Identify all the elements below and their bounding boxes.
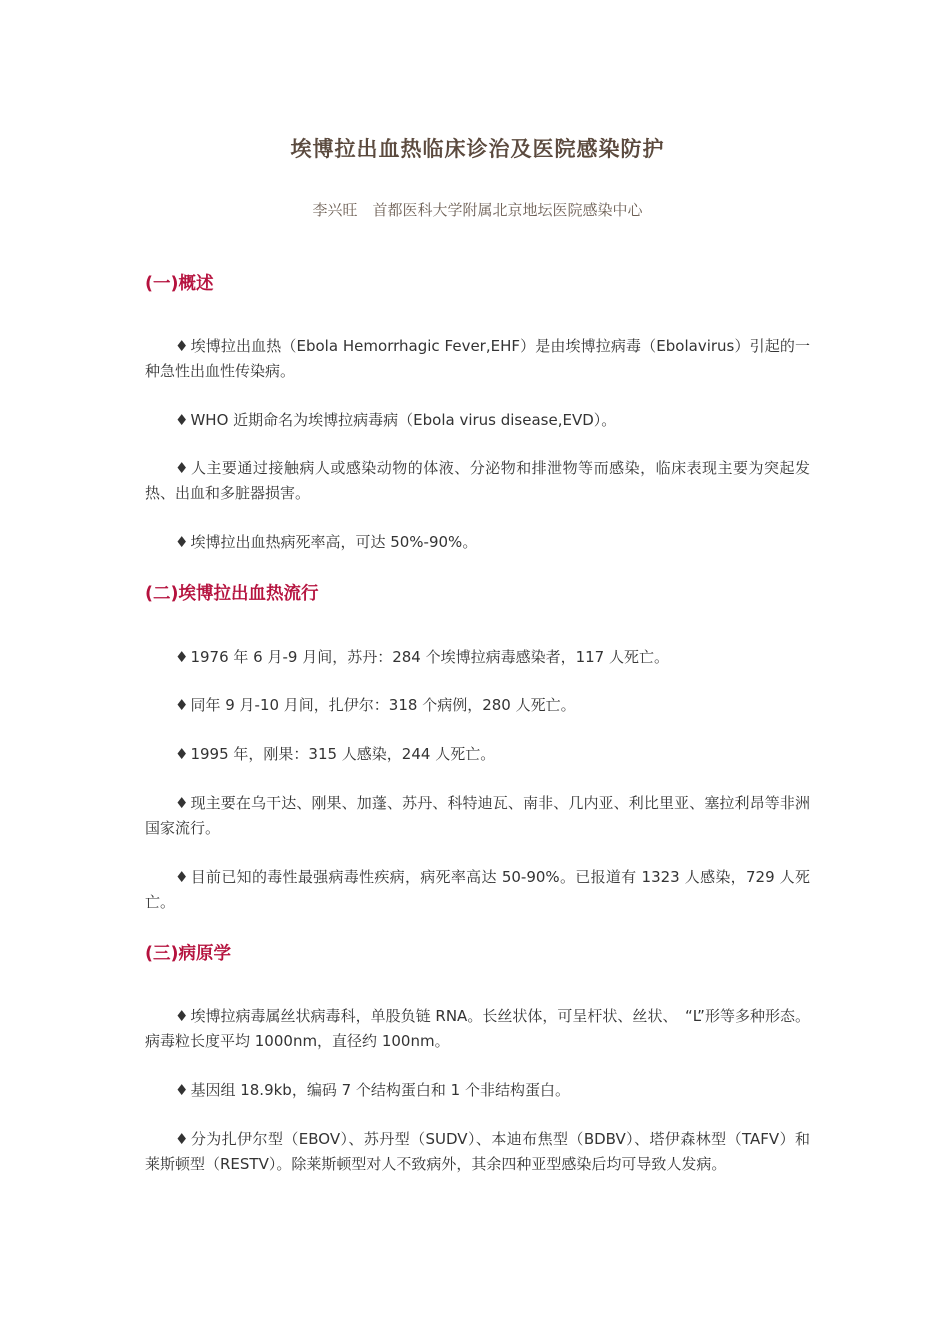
- paragraph: [145, 742, 810, 767]
- bullet-diamond-icon: ♦: [175, 533, 189, 551]
- section-heading-epidemic: (二)埃博拉出血热流行: [145, 584, 319, 604]
- paragraph: [145, 693, 810, 718]
- paragraph: [145, 408, 810, 433]
- paragraph-text: 埃博拉病毒属丝状病毒科，单股负链 RNA。长丝状体，可呈杆状、丝状、 “L”形等多种形态。病毒粒长度平均 1000nm，直径约 100nm。: [145, 1007, 810, 1050]
- section-heading-overview: (一)概述: [145, 274, 214, 294]
- bullet-diamond-icon: ♦: [175, 745, 189, 763]
- paragraph: [145, 645, 810, 670]
- bullet-diamond-icon: ♦: [175, 868, 189, 886]
- bullet-diamond-icon: ♦: [175, 1130, 189, 1148]
- paragraph-text: 现主要在乌干达、刚果、加蓬、苏丹、科特迪瓦、南非、几内亚、利比里亚、塞拉利昂等非洲国家流行。: [145, 794, 810, 837]
- paragraph-text: 人主要通过接触病人或感染动物的体液、分泌物和排泄物等而感染，临床表现主要为突起发热、出血和多脏器损害。: [145, 459, 810, 502]
- paragraph-text: 目前已知的毒性最强病毒性疾病，病死率高达 50-90%。已报道有 1323 人感染，729 人死亡。: [145, 868, 810, 911]
- paragraph-text: 埃博拉出血热（Ebola Hemorrhagic Fever,EHF）是由埃博拉病毒（Ebolavirus）引起的一种急性出血性传染病。: [145, 337, 810, 380]
- paragraph-text: 1995 年，刚果：315 人感染，244 人死亡。: [190, 745, 496, 763]
- paragraph-text: 基因组 18.9kb，编码 7 个结构蛋白和 1 个非结构蛋白。: [190, 1081, 570, 1099]
- paragraph: [145, 530, 810, 555]
- author-line: 李兴旺 首都医科大学附属北京地坛医院感染中心: [312, 201, 643, 219]
- bullet-diamond-icon: ♦: [175, 459, 189, 477]
- bullet-diamond-icon: ♦: [175, 794, 189, 812]
- paragraph: [145, 1004, 810, 1054]
- paragraph: [145, 1078, 810, 1103]
- paragraph-text: 同年 9 月-10 月间，扎伊尔：318 个病例，280 人死亡。: [190, 696, 576, 714]
- paragraph-text: 分为扎伊尔型（EBOV）、苏丹型（SUDV）、本迪布焦型（BDBV）、塔伊森林型（TAFV）和莱斯顿型（RESTV）。除莱斯顿型对人不致病外，其余四种亚型感染后均可导致人发病。: [145, 1130, 810, 1173]
- bullet-diamond-icon: ♦: [175, 648, 189, 666]
- bullet-diamond-icon: ♦: [175, 696, 189, 714]
- paragraph: [145, 865, 810, 915]
- document-title: 埃博拉出血热临床诊治及医院感染防护: [290, 137, 665, 161]
- paragraph: [145, 791, 810, 841]
- paragraph: [145, 456, 810, 506]
- bullet-diamond-icon: ♦: [175, 1081, 189, 1099]
- paragraph-text: 1976 年 6 月-9 月间，苏丹：284 个埃博拉病毒感染者，117 人死亡。: [190, 648, 669, 666]
- paragraph: [145, 334, 810, 384]
- paragraph-text: 埃博拉出血热病死率高，可达 50%-90%。: [190, 533, 478, 551]
- paragraph-text: WHO 近期命名为埃博拉病毒病（Ebola virus disease,EVD）。: [190, 411, 617, 429]
- paragraph: [145, 1127, 810, 1177]
- bullet-diamond-icon: ♦: [175, 411, 189, 429]
- bullet-diamond-icon: ♦: [175, 337, 189, 355]
- bullet-diamond-icon: ♦: [175, 1007, 189, 1025]
- section-heading-etiology: (三)病原学: [145, 944, 231, 964]
